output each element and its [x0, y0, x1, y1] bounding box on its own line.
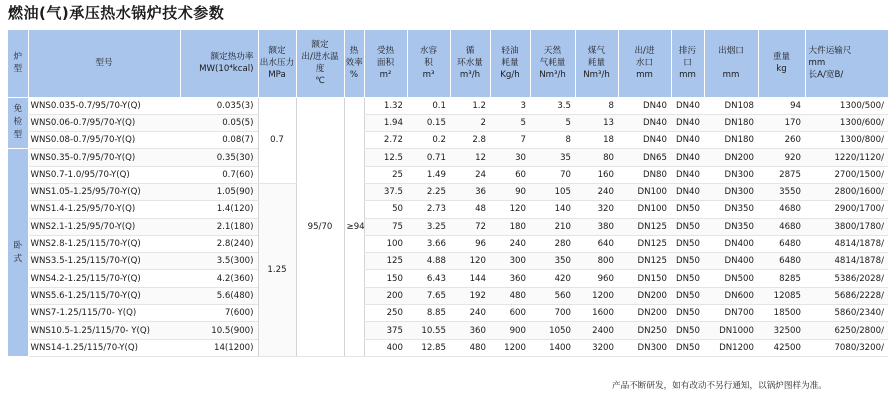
header-light-oil: 轻油 耗量 Kg/h: [490, 30, 530, 97]
cell-port: DN200: [618, 287, 671, 304]
cell-circulation: 48: [450, 201, 490, 218]
cell-volume: 0.71: [407, 149, 450, 166]
cell-area: 1.94: [364, 114, 407, 131]
cell-circulation: 144: [450, 270, 490, 287]
cell-circulation: 240: [450, 305, 490, 322]
table-row: [8, 322, 888, 339]
cell-smoke: DN300: [704, 183, 758, 200]
cell-drain: DN50: [671, 339, 704, 356]
cell-smoke: DN200: [704, 149, 758, 166]
cell-smoke: DN1200: [704, 339, 758, 356]
cell-volume: 2.25: [407, 183, 450, 200]
cell-oil: 120: [490, 201, 530, 218]
cell-coal: 1600: [575, 305, 618, 322]
cell-circulation: 72: [450, 218, 490, 235]
cell-oil: 3: [490, 97, 530, 114]
cell-power: 0.08(7): [180, 132, 258, 149]
cell-coal: 13: [575, 114, 618, 131]
cell-size: 2700/1500/: [805, 166, 888, 183]
header-coal-gas: 煤气 耗量 Nm³/h: [575, 30, 618, 97]
cell-weight: 4680: [758, 218, 805, 235]
cell-area: 2.72: [364, 132, 407, 149]
cell-volume: 2.73: [407, 201, 450, 218]
cell-weight: 920: [758, 149, 805, 166]
cell-port: DN100: [618, 201, 671, 218]
cell-power: 7(600): [180, 305, 258, 322]
cell-port: DN40: [618, 97, 671, 114]
cell-power: 1.05(90): [180, 183, 258, 200]
cell-power: 0.7(60): [180, 166, 258, 183]
header-heat-power: 额定热功率 MW(10⁴kcal): [180, 30, 258, 97]
table-row: [8, 166, 888, 183]
cell-volume: 4.88: [407, 253, 450, 270]
cell-gas: 560: [530, 287, 575, 304]
cell-weight: 8285: [758, 270, 805, 287]
cell-port: DN125: [618, 253, 671, 270]
header-type: 炉 型: [8, 30, 28, 97]
cell-area: 250: [364, 305, 407, 322]
table-row: [8, 201, 888, 218]
cell-coal: 320: [575, 201, 618, 218]
cell-size: 1300/800/: [805, 132, 888, 149]
cell-area: 150: [364, 270, 407, 287]
cell-area: 400: [364, 339, 407, 356]
cell-power: 5.6(480): [180, 287, 258, 304]
header-model: 型号: [28, 30, 180, 97]
cell-circulation: 2.8: [450, 132, 490, 149]
header-outlet-pressure: 额定 出水压力 MPa: [258, 30, 296, 97]
cell-drain: DN50: [671, 253, 704, 270]
cell-size: 4814/1878/: [805, 253, 888, 270]
cell-smoke: DN108: [704, 97, 758, 114]
cell-oil: 180: [490, 218, 530, 235]
cell-drain: DN40: [671, 97, 704, 114]
cell-size: 2800/1600/: [805, 183, 888, 200]
cell-gas: 140: [530, 201, 575, 218]
cell-power: 2.1(180): [180, 218, 258, 235]
cell-port: DN40: [618, 114, 671, 131]
table-row: [8, 287, 888, 304]
cell-oil: 60: [490, 166, 530, 183]
cell-model: WNS0.35-0.7/95/70-Y(Q): [28, 149, 180, 166]
cell-power: 3.5(300): [180, 253, 258, 270]
cell-power: 10.5(900): [180, 322, 258, 339]
cell-circulation: 36: [450, 183, 490, 200]
cell-size: 6250/2800/: [805, 322, 888, 339]
cell-weight: 260: [758, 132, 805, 149]
table-row: [8, 132, 888, 149]
table-row: [8, 218, 888, 235]
cell-volume: 1.49: [407, 166, 450, 183]
cell-area: 1.32: [364, 97, 407, 114]
cell-model: WNS4.2-1.25/115/70-Y(Q): [28, 270, 180, 287]
cell-power: 1.4(120): [180, 201, 258, 218]
cell-coal: 380: [575, 218, 618, 235]
cell-weight: 42500: [758, 339, 805, 356]
cell-coal: 3200: [575, 339, 618, 356]
cell-oil: 900: [490, 322, 530, 339]
cell-coal: 18: [575, 132, 618, 149]
cell-circulation: 12: [450, 149, 490, 166]
cell-model: WNS14-1.25/115/70-Y(Q): [28, 339, 180, 356]
cell-size: 2900/1700/: [805, 201, 888, 218]
cell-gas: 700: [530, 305, 575, 322]
cell-coal: 160: [575, 166, 618, 183]
header-transport-size: 大件运输尺 mm 长A/宽B/: [805, 30, 888, 97]
cell-model: WNS1.4-1.25/95/70-Y(Q): [28, 201, 180, 218]
cell-coal: 800: [575, 253, 618, 270]
cell-weight: 18500: [758, 305, 805, 322]
table-row: [8, 305, 888, 322]
cell-model: WNS0.06-0.7/95/70-Y(Q): [28, 114, 180, 131]
cell-gas: 8: [530, 132, 575, 149]
cell-circulation: 96: [450, 235, 490, 252]
cell-size: 5386/2028/: [805, 270, 888, 287]
cell-volume: 0.1: [407, 97, 450, 114]
cell-smoke: DN700: [704, 305, 758, 322]
cell-drain: DN50: [671, 270, 704, 287]
cell-model: WNS5.6-1.25/115/70-Y(Q): [28, 287, 180, 304]
cell-drain: DN50: [671, 201, 704, 218]
cell-drain: DN40: [671, 114, 704, 131]
cell-volume: 10.55: [407, 322, 450, 339]
cell-weight: 6480: [758, 253, 805, 270]
cell-pressure-low: 0.7: [258, 97, 296, 183]
cell-volume: 0.15: [407, 114, 450, 131]
cell-area: 12.5: [364, 149, 407, 166]
cell-port: DN150: [618, 270, 671, 287]
header-circulation-water: 循 环水量 m³/h: [450, 30, 490, 97]
table-row: [8, 270, 888, 287]
cell-circulation: 480: [450, 339, 490, 356]
cell-power: 2.8(240): [180, 235, 258, 252]
cell-coal: 1200: [575, 287, 618, 304]
cell-coal: 80: [575, 149, 618, 166]
spec-table: [8, 30, 889, 357]
cell-model: WNS1.05-1.25/95/70-Y(Q): [28, 183, 180, 200]
cell-gas: 1400: [530, 339, 575, 356]
cell-circulation: 120: [450, 253, 490, 270]
cell-oil: 7: [490, 132, 530, 149]
header-drain: 排污 口 mm: [671, 30, 704, 97]
header-natural-gas: 天然 气耗量 Nm³/h: [530, 30, 575, 97]
cell-drain: DN50: [671, 322, 704, 339]
cell-coal: 640: [575, 235, 618, 252]
cell-port: DN100: [618, 183, 671, 200]
spec-table-wrapper: [8, 30, 884, 357]
cell-port: DN300: [618, 339, 671, 356]
cell-oil: 90: [490, 183, 530, 200]
table-row: [8, 235, 888, 252]
header-weight: 重量 kg: [758, 30, 805, 97]
cell-oil: 30: [490, 149, 530, 166]
cell-oil: 360: [490, 270, 530, 287]
cell-gas: 105: [530, 183, 575, 200]
header-smoke-outlet: 出烟口 mm: [704, 30, 758, 97]
cell-gas: 350: [530, 253, 575, 270]
cell-size: 5860/2340/: [805, 305, 888, 322]
cell-coal: 960: [575, 270, 618, 287]
cell-drain: DN50: [671, 287, 704, 304]
cell-circulation: 360: [450, 322, 490, 339]
cell-weight: 170: [758, 114, 805, 131]
cell-model: WNS2.8-1.25/115/70-Y(Q): [28, 235, 180, 252]
cell-oil: 1200: [490, 339, 530, 356]
cell-power: 4.2(360): [180, 270, 258, 287]
cell-smoke: DN350: [704, 218, 758, 235]
cell-drain: DN40: [671, 149, 704, 166]
cell-smoke: DN180: [704, 114, 758, 131]
cell-volume: 3.66: [407, 235, 450, 252]
cell-drain: DN40: [671, 183, 704, 200]
cell-power: 14(1200): [180, 339, 258, 356]
cell-circulation: 1.2: [450, 97, 490, 114]
cell-gas: 35: [530, 149, 575, 166]
table-row: [8, 339, 888, 356]
cell-port: DN200: [618, 305, 671, 322]
category-horizontal: 卧 式: [8, 149, 28, 357]
cell-port: DN80: [618, 166, 671, 183]
cell-size: 4814/1878/: [805, 235, 888, 252]
cell-volume: 8.85: [407, 305, 450, 322]
header-row: [8, 30, 888, 97]
cell-size: 7080/3200/: [805, 339, 888, 356]
cell-weight: 12085: [758, 287, 805, 304]
cell-circulation: 192: [450, 287, 490, 304]
cell-gas: 210: [530, 218, 575, 235]
cell-smoke: DN500: [704, 270, 758, 287]
cell-gas: 280: [530, 235, 575, 252]
cell-port: DN125: [618, 218, 671, 235]
table-row: [8, 114, 888, 131]
cell-gas: 70: [530, 166, 575, 183]
cell-volume: 12.85: [407, 339, 450, 356]
cell-oil: 5: [490, 114, 530, 131]
cell-volume: 7.65: [407, 287, 450, 304]
cell-weight: 2875: [758, 166, 805, 183]
cell-smoke: DN300: [704, 166, 758, 183]
cell-smoke: DN1000: [704, 322, 758, 339]
header-inlet-outlet: 出/进 水口 mm: [618, 30, 671, 97]
cell-area: 375: [364, 322, 407, 339]
cell-area: 37.5: [364, 183, 407, 200]
cell-weight: 32500: [758, 322, 805, 339]
header-water-volume: 水容 积 m³: [407, 30, 450, 97]
cell-smoke: DN400: [704, 253, 758, 270]
cell-power: 0.35(30): [180, 149, 258, 166]
cell-gas: 1050: [530, 322, 575, 339]
footnote: 产品不断研发，如有改动不另行通知，以锅炉图样为准。: [612, 381, 827, 391]
cell-weight: 4680: [758, 201, 805, 218]
cell-smoke: DN400: [704, 235, 758, 252]
cell-area: 50: [364, 201, 407, 218]
cell-coal: 2400: [575, 322, 618, 339]
cell-gas: 420: [530, 270, 575, 287]
cell-coal: 8: [575, 97, 618, 114]
category-exempt: 免 检 型: [8, 97, 28, 149]
cell-drain: DN40: [671, 166, 704, 183]
cell-power: 0.05(5): [180, 114, 258, 131]
table-row: [8, 183, 888, 200]
cell-drain: DN50: [671, 218, 704, 235]
cell-gas: 5: [530, 114, 575, 131]
cell-smoke: DN600: [704, 287, 758, 304]
cell-drain: DN40: [671, 132, 704, 149]
cell-weight: 3550: [758, 183, 805, 200]
cell-size: 1300/500/: [805, 97, 888, 114]
table-row: [8, 97, 888, 114]
cell-port: DN65: [618, 149, 671, 166]
cell-size: 5686/2228/: [805, 287, 888, 304]
cell-oil: 480: [490, 287, 530, 304]
cell-area: 100: [364, 235, 407, 252]
header-heating-area: 受热 面积 m²: [364, 30, 407, 97]
cell-model: WNS7-1.25/115/70- Y(Q): [28, 305, 180, 322]
cell-size: 1220/1120/: [805, 149, 888, 166]
cell-power: 0.035(3): [180, 97, 258, 114]
cell-size: 3800/1780/: [805, 218, 888, 235]
cell-port: DN125: [618, 235, 671, 252]
cell-gas: 3.5: [530, 97, 575, 114]
header-temperature: 额定 出/进水温 度 ℃: [296, 30, 344, 97]
cell-model: WNS0.7-1.0/95/70-Y(Q): [28, 166, 180, 183]
cell-area: 200: [364, 287, 407, 304]
cell-oil: 600: [490, 305, 530, 322]
cell-volume: 6.43: [407, 270, 450, 287]
cell-weight: 6480: [758, 235, 805, 252]
cell-smoke: DN350: [704, 201, 758, 218]
table-row: [8, 253, 888, 270]
cell-model: WNS0.035-0.7/95/70-Y(Q): [28, 97, 180, 114]
cell-area: 125: [364, 253, 407, 270]
cell-temperature: 95/70: [296, 97, 344, 356]
cell-coal: 240: [575, 183, 618, 200]
cell-model: WNS10.5-1.25/115/70- Y(Q): [28, 322, 180, 339]
cell-size: 1300/600/: [805, 114, 888, 131]
cell-model: WNS3.5-1.25/115/70-Y(Q): [28, 253, 180, 270]
cell-weight: 94: [758, 97, 805, 114]
cell-volume: 0.2: [407, 132, 450, 149]
cell-circulation: 24: [450, 166, 490, 183]
cell-oil: 240: [490, 235, 530, 252]
cell-model: WNS2.1-1.25/95/70-Y(Q): [28, 218, 180, 235]
table-row: [8, 149, 888, 166]
header-efficiency: 热 效率 %: [344, 30, 364, 97]
cell-area: 25: [364, 166, 407, 183]
page-title: 燃油(气)承压热水锅炉技术参数: [8, 4, 225, 22]
cell-pressure-high: 1.25: [258, 183, 296, 356]
cell-area: 75: [364, 218, 407, 235]
cell-efficiency: ≥94: [344, 97, 364, 356]
cell-port: DN250: [618, 322, 671, 339]
cell-drain: DN50: [671, 235, 704, 252]
cell-port: DN40: [618, 132, 671, 149]
cell-volume: 3.25: [407, 218, 450, 235]
cell-smoke: DN180: [704, 132, 758, 149]
cell-circulation: 2: [450, 114, 490, 131]
cell-oil: 300: [490, 253, 530, 270]
cell-drain: DN50: [671, 305, 704, 322]
cell-model: WNS0.08-0.7/95/70-Y(Q): [28, 132, 180, 149]
